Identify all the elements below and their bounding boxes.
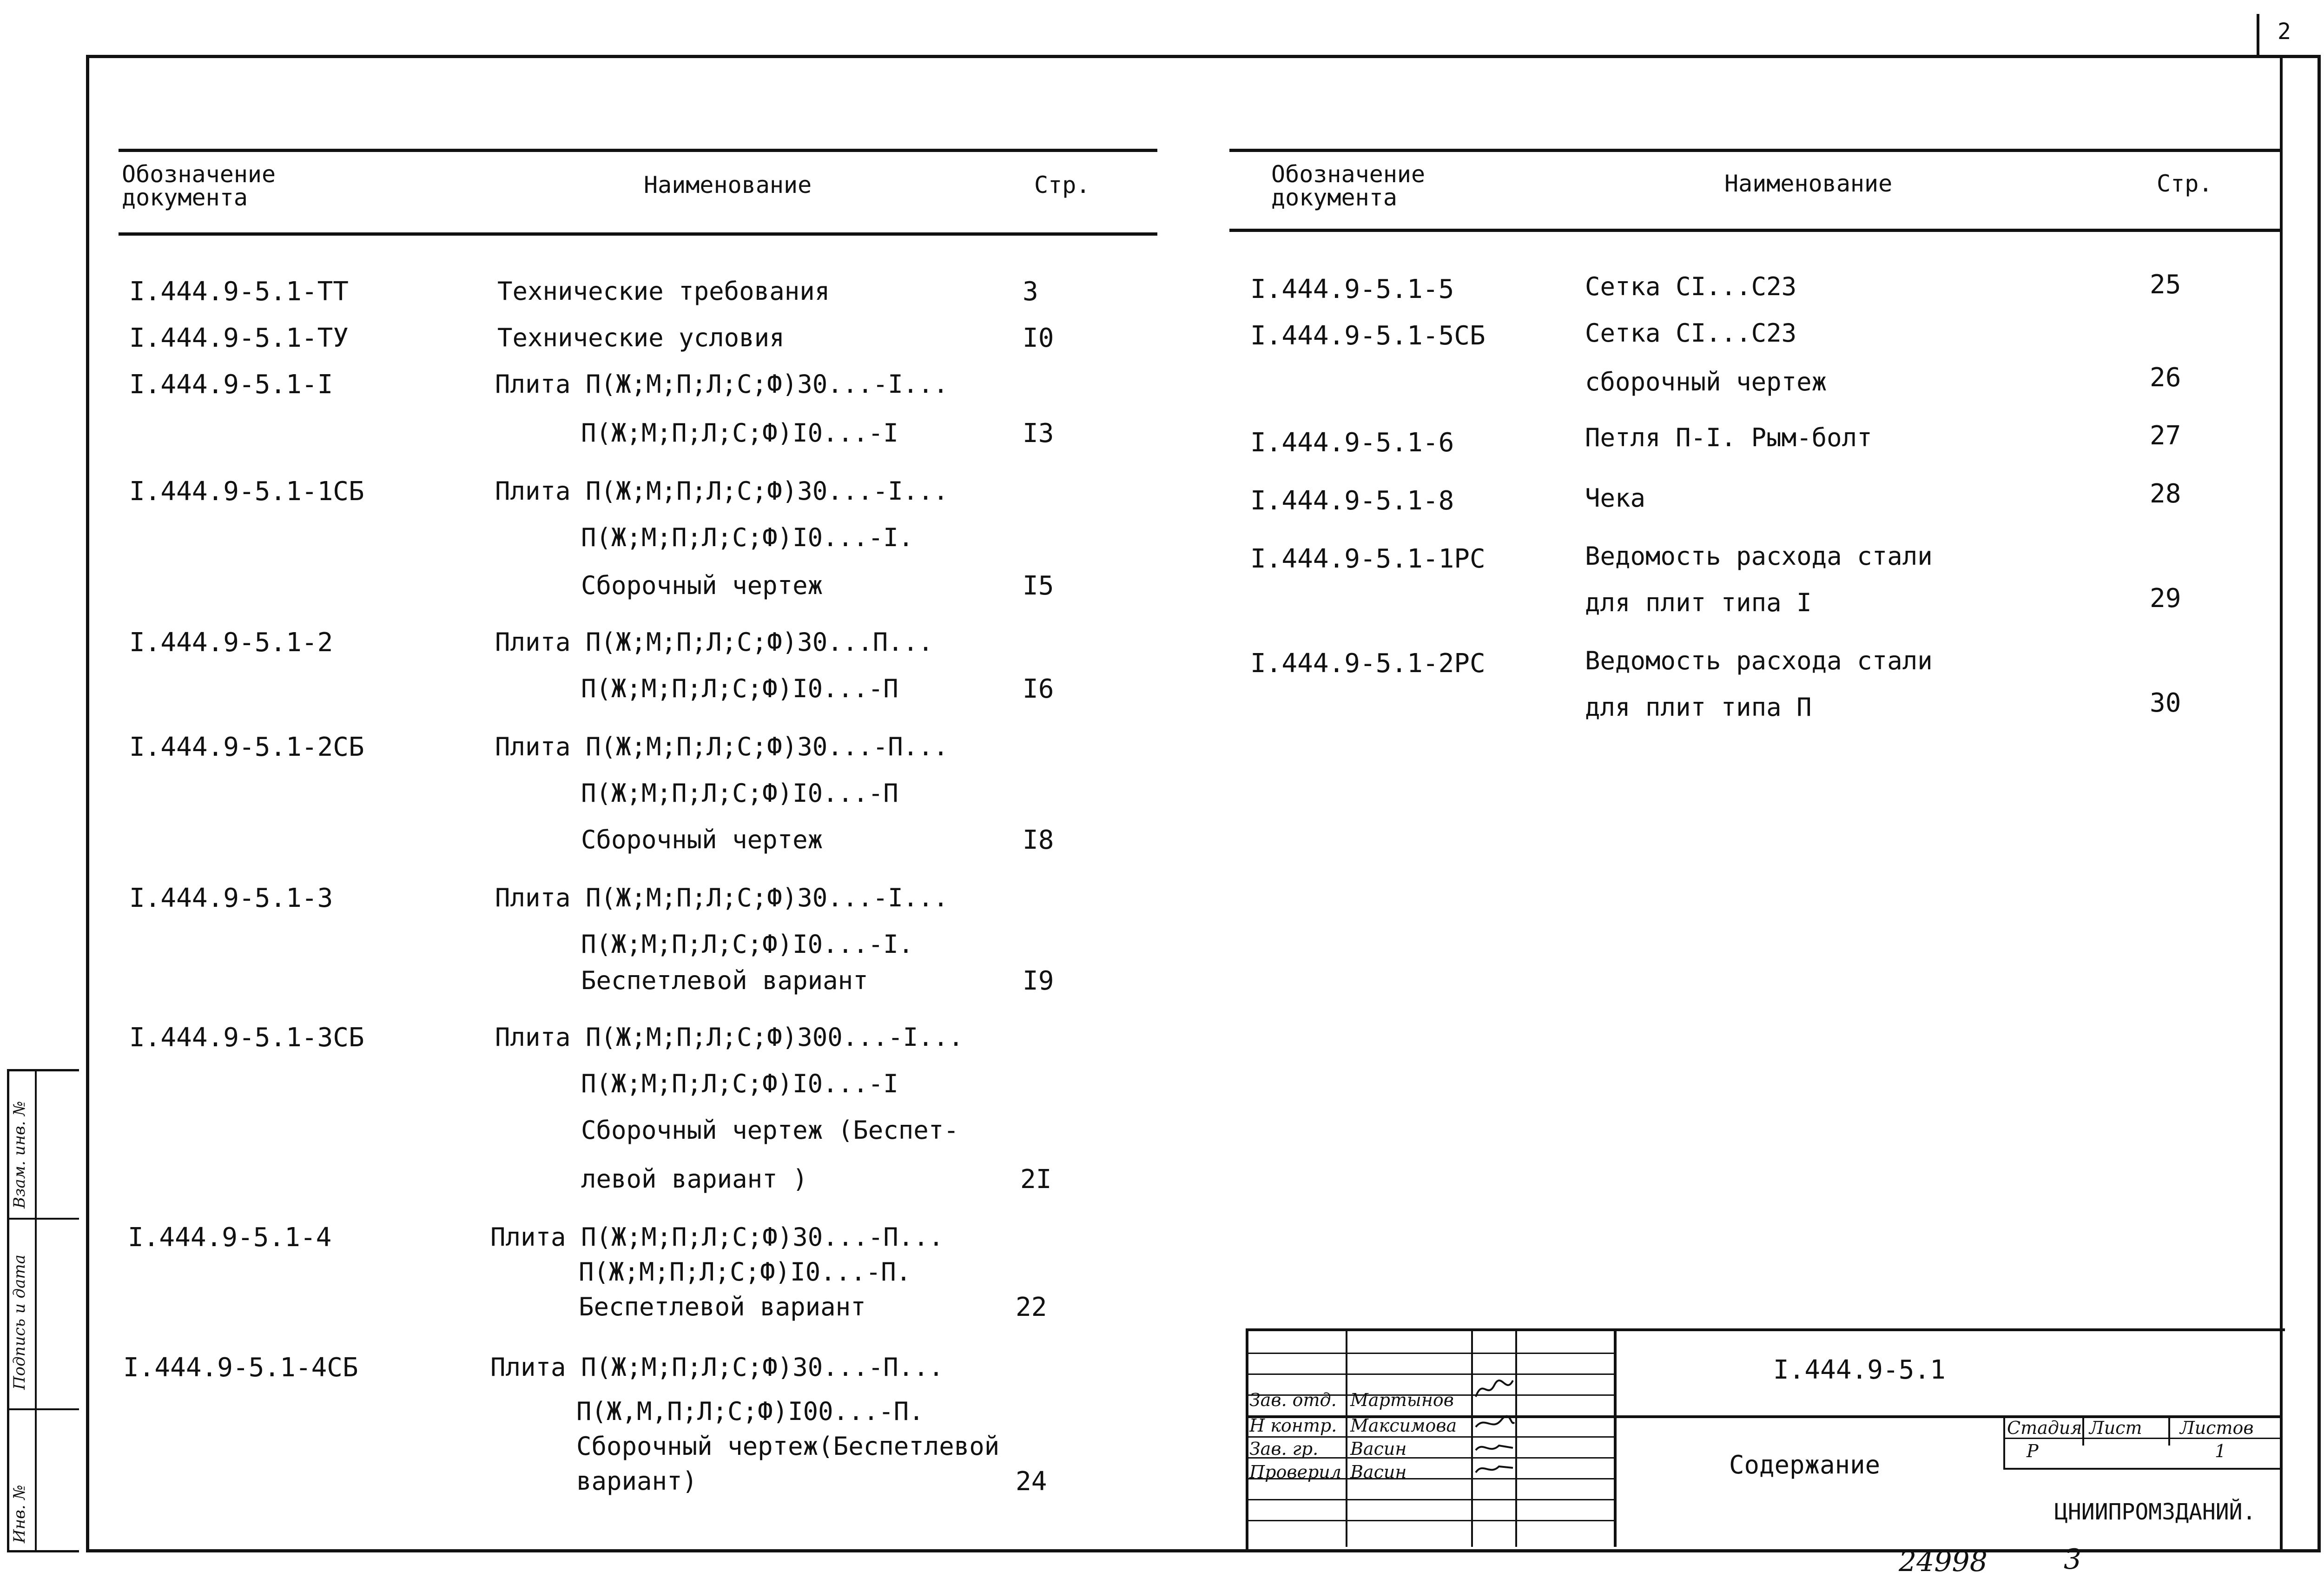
right-header-name: Наименование bbox=[1724, 170, 1893, 197]
left-row-8-page: 2I bbox=[1020, 1164, 1052, 1195]
left-row-2-page: I0 bbox=[1023, 323, 1054, 353]
left-row-4-line-1: Плита П(Ж;М;П;Л;С;Ф)30...-I... bbox=[495, 476, 949, 506]
right-row-4-code: I.444.9-5.1-8 bbox=[1250, 486, 1454, 516]
left-row-3-page: I3 bbox=[1023, 418, 1054, 449]
left-row-8-line-4: левой вариант ) bbox=[581, 1164, 808, 1194]
tb-doc-code: I.444.9-5.1 bbox=[1773, 1355, 1946, 1385]
tb-stage-left bbox=[2003, 1415, 2005, 1469]
right-header-top-rule bbox=[1229, 149, 2280, 152]
tb-stage-right bbox=[2168, 1415, 2170, 1446]
left-row-7-code: I.444.9-5.1-3 bbox=[129, 883, 333, 913]
right-row-1-line-1: Сетка CI...C23 bbox=[1585, 272, 1797, 301]
left-row-6-page: I8 bbox=[1023, 825, 1054, 855]
right-row-6-page: 30 bbox=[2150, 688, 2181, 718]
tb-stage-mid bbox=[2082, 1415, 2084, 1446]
left-header-name: Наименование bbox=[644, 172, 812, 198]
right-row-5-page: 29 bbox=[2150, 583, 2181, 614]
left-row-3-line-1: Плита П(Ж;М;П;Л;С;Ф)30...-I... bbox=[495, 370, 949, 399]
left-row-7-line-1: Плита П(Ж;М;П;Л;С;Ф)30...-I... bbox=[495, 883, 949, 912]
sheet-number-divider bbox=[2257, 14, 2259, 58]
left-row-8-line-2: П(Ж;М;П;Л;С;Ф)I0...-I bbox=[581, 1069, 898, 1098]
left-row-9-page: 22 bbox=[1016, 1292, 1047, 1322]
right-row-2-page: 26 bbox=[2150, 363, 2181, 393]
left-header-bottom-rule bbox=[119, 232, 1157, 236]
sig-name-2: Максимова bbox=[1350, 1415, 1457, 1436]
right-row-4-page: 28 bbox=[2150, 479, 2181, 509]
right-row-1-code: I.444.9-5.1-5 bbox=[1250, 274, 1454, 304]
left-row-7-line-2: П(Ж;М;П;Л;С;Ф)I0...-I. bbox=[581, 930, 914, 959]
left-row-10-code: I.444.9-5.1-4СБ bbox=[123, 1353, 358, 1383]
side-stamp-divider bbox=[35, 1069, 37, 1552]
right-row-6-line-2: для плит типа П bbox=[1585, 693, 1812, 722]
tb-organization: ЦНИИПРОМЗДАНИЙ. bbox=[2054, 1499, 2256, 1525]
tb-row-8 bbox=[1246, 1499, 1615, 1500]
sig-role-1: Зав. отд. bbox=[1249, 1390, 1337, 1410]
right-edge-line bbox=[2280, 55, 2283, 1552]
left-row-3-code: I.444.9-5.1-I bbox=[129, 370, 333, 400]
tb-stage-bottom bbox=[2003, 1468, 2282, 1470]
side-stamp-label-3: Взам. инв. № bbox=[10, 1101, 29, 1208]
tb-stage-value: Р bbox=[2027, 1441, 2039, 1461]
right-row-6-line-1: Ведомость расхода стали bbox=[1585, 646, 1933, 675]
right-row-1-page: 25 bbox=[2150, 270, 2181, 300]
left-row-6-line-1: Плита П(Ж;М;П;Л;С;Ф)30...-П... bbox=[495, 732, 949, 761]
right-row-2-line-1: Сетка CI...C23 bbox=[1585, 318, 1797, 348]
sheet-frame bbox=[86, 55, 2321, 1552]
left-header-top-rule bbox=[119, 149, 1157, 152]
left-row-5-line-2: П(Ж;М;П;Л;С;Ф)I0...-П bbox=[581, 674, 898, 703]
left-row-10-line-3: Сборочный чертеж(Беспетлевой bbox=[576, 1432, 1000, 1461]
left-row-8-line-1: Плита П(Ж;М;П;Л;С;Ф)300...-I... bbox=[495, 1023, 964, 1052]
left-row-8-code: I.444.9-5.1-3СБ bbox=[129, 1023, 364, 1053]
side-stamp-label-1: Инв. № bbox=[10, 1485, 29, 1543]
sig-role-3: Зав. гр. bbox=[1249, 1439, 1319, 1459]
footer-number: 24998 bbox=[1899, 1545, 1987, 1578]
left-row-9-line-1: Плита П(Ж;М;П;Л;С;Ф)30...-П... bbox=[490, 1222, 944, 1252]
tb-row-2 bbox=[1246, 1373, 1615, 1375]
left-row-6-line-3: Сборочный чертеж bbox=[581, 825, 823, 854]
left-row-10-line-4: вариант) bbox=[576, 1466, 698, 1496]
left-row-9-code: I.444.9-5.1-4 bbox=[128, 1222, 332, 1253]
left-row-9-line-2: П(Ж;М;П;Л;С;Ф)I0...-П. bbox=[579, 1257, 911, 1287]
left-row-10-page: 24 bbox=[1016, 1466, 1047, 1497]
left-row-5-line-1: Плита П(Ж;М;П;Л;С;Ф)30...П... bbox=[495, 627, 933, 657]
right-header-designation: Обозначение документа bbox=[1271, 161, 1426, 211]
left-row-7-line-3: Беспетлевой вариант bbox=[581, 966, 868, 995]
left-row-1-line-1: Технические требования bbox=[497, 277, 830, 306]
left-row-10-line-1: Плита П(Ж;М;П;Л;С;Ф)30...-П... bbox=[490, 1353, 944, 1382]
tb-col-4 bbox=[1614, 1328, 1617, 1547]
right-row-4-line-1: Чека bbox=[1585, 483, 1646, 513]
tb-col-3 bbox=[1515, 1328, 1517, 1547]
left-row-5-page: I6 bbox=[1023, 674, 1054, 704]
left-row-4-page: I5 bbox=[1023, 571, 1054, 601]
side-stamp-row-2 bbox=[7, 1408, 79, 1410]
sig-name-3: Васин bbox=[1350, 1439, 1407, 1459]
tb-stage-label: Стадия bbox=[2007, 1418, 2082, 1438]
left-row-9-line-3: Беспетлевой вариант bbox=[579, 1292, 866, 1321]
right-row-5-line-2: для плит типа I bbox=[1585, 588, 1812, 617]
signature-scribble-4 bbox=[1473, 1459, 1515, 1478]
left-row-7-page: I9 bbox=[1023, 966, 1054, 996]
sig-name-4: Васин bbox=[1350, 1462, 1407, 1482]
left-row-5-code: I.444.9-5.1-2 bbox=[129, 627, 333, 658]
left-header-page: Стр. bbox=[1034, 172, 1090, 198]
tb-title: Содержание bbox=[1729, 1450, 1881, 1479]
tb-sheets-label: Листов bbox=[2180, 1418, 2254, 1438]
left-row-8-line-3: Сборочный чертеж (Беспет- bbox=[581, 1116, 959, 1145]
tb-col-1 bbox=[1346, 1328, 1347, 1547]
right-row-5-line-1: Ведомость расхода стали bbox=[1585, 541, 1933, 571]
tb-sheets-value: 1 bbox=[2215, 1441, 2226, 1461]
left-row-1-page: 3 bbox=[1023, 277, 1038, 307]
right-header-bottom-rule bbox=[1229, 229, 2280, 232]
right-row-5-code: I.444.9-5.1-1РС bbox=[1250, 544, 1486, 574]
tb-row-1 bbox=[1246, 1353, 1615, 1354]
left-header-designation: Обозначение документа bbox=[122, 161, 276, 211]
tb-row-9 bbox=[1246, 1520, 1615, 1521]
right-row-6-code: I.444.9-5.1-2РС bbox=[1250, 648, 1486, 679]
sig-role-2: Н контр. bbox=[1249, 1415, 1337, 1436]
left-row-2-code: I.444.9-5.1-ТУ bbox=[129, 323, 349, 353]
sig-role-4: Проверил bbox=[1249, 1462, 1341, 1482]
signature-scribble-2 bbox=[1473, 1413, 1515, 1434]
signature-scribble-3 bbox=[1473, 1439, 1515, 1457]
side-stamp-label-2: Подпись и дата bbox=[10, 1254, 29, 1390]
left-row-3-line-2: П(Ж;М;П;Л;С;Ф)I0...-I bbox=[581, 418, 898, 448]
left-row-4-line-3: Сборочный чертеж bbox=[581, 571, 823, 600]
sheet-number: 2 bbox=[2278, 19, 2291, 45]
signature-scribble-1 bbox=[1473, 1376, 1515, 1404]
left-row-6-line-2: П(Ж;М;П;Л;С;Ф)I0...-П bbox=[581, 779, 898, 808]
right-row-3-line-1: Петля П-I. Рым-болт bbox=[1585, 423, 1872, 452]
tb-col-2 bbox=[1471, 1328, 1473, 1547]
left-row-4-code: I.444.9-5.1-1СБ bbox=[129, 476, 364, 507]
footer-page: 3 bbox=[2064, 1543, 2082, 1576]
sig-name-1: Мартынов bbox=[1350, 1390, 1454, 1410]
tb-row-5 bbox=[1246, 1436, 1615, 1438]
left-row-10-line-2: П(Ж,М,П;Л;С;Ф)I00...-П. bbox=[576, 1397, 924, 1426]
left-row-1-code: I.444.9-5.1-TT bbox=[129, 277, 349, 307]
right-row-2-line-2: сборочный чертеж bbox=[1585, 367, 1827, 396]
left-row-4-line-2: П(Ж;М;П;Л;С;Ф)I0...-I. bbox=[581, 523, 914, 552]
side-stamp-row-1 bbox=[7, 1218, 79, 1220]
right-row-2-code: I.444.9-5.1-5СБ bbox=[1250, 321, 1486, 351]
tb-sheet-label: Лист bbox=[2089, 1418, 2142, 1438]
right-header-page: Стр. bbox=[2157, 170, 2213, 197]
right-row-3-page: 27 bbox=[2150, 421, 2181, 451]
left-row-6-code: I.444.9-5.1-2СБ bbox=[129, 732, 364, 762]
right-row-3-code: I.444.9-5.1-6 bbox=[1250, 428, 1454, 458]
left-row-2-line-1: Технические условия bbox=[497, 323, 785, 352]
